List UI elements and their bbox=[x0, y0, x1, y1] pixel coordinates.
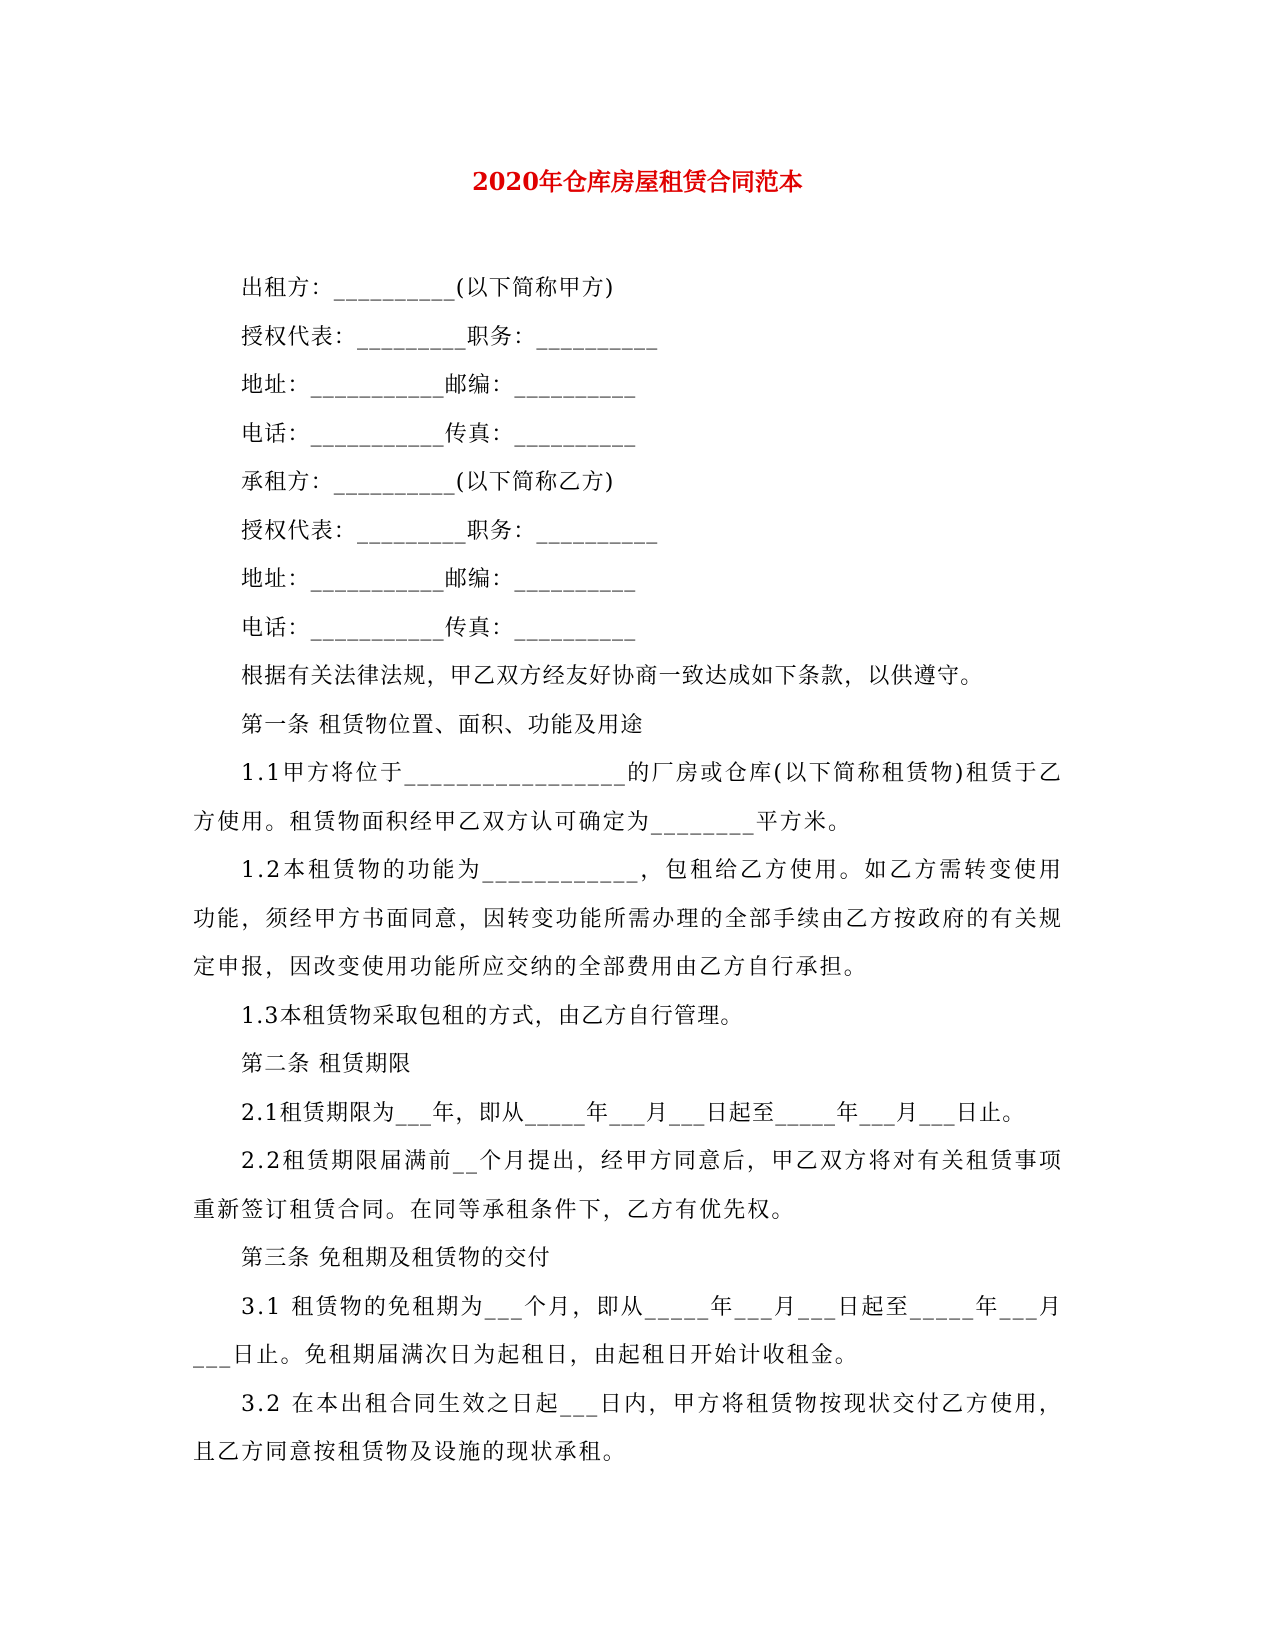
paragraph-preamble: 根据有关法律法规，甲乙双方经友好协商一致达成如下条款，以供遵守。 bbox=[241, 664, 984, 689]
article-2-heading: 第二条 租赁期限 bbox=[241, 1052, 412, 1077]
document-title: 2020年仓库房屋租赁合同范本 bbox=[472, 167, 803, 196]
clause-2-1: 2.1租赁期限为___年，即从_____年___月___日起至_____年___月___日止。 bbox=[241, 1100, 1026, 1126]
article-3-heading: 第三条 免租期及租赁物的交付 bbox=[241, 1246, 551, 1271]
clause-1-3: 1.3本租赁物采取包租的方式，由乙方自行管理。 bbox=[241, 1003, 744, 1029]
clause-2-2: 2.2租赁期限届满前__个月提出，经甲方同意后，甲乙双方将对有关租赁事项重新签订租赁合同。在同等承租条件下，乙方有优先权。 bbox=[193, 1149, 1063, 1223]
paragraph-lessee: 承租方：__________(以下简称乙方) bbox=[241, 470, 615, 495]
clause-3-1: 3.1 租赁物的免租期为___个月，即从_____年___月___日起至_____年___月___日止。免租期届满次日为起租日，由起租日开始计收租金。 bbox=[193, 1294, 1063, 1368]
clause-3-2: 3.2 在本出租合同生效之日起___日内，甲方将租赁物按现状交付乙方使用，且乙方同意按租赁物及设施的现状承租。 bbox=[193, 1391, 1063, 1465]
paragraph-lessor: 出租方：__________(以下简称甲方) bbox=[241, 276, 615, 301]
article-1-heading: 第一条 租赁物位置、面积、功能及用途 bbox=[241, 712, 644, 738]
clause-1-2: 1.2本租赁物的功能为____________，包租给乙方使用。如乙方需转变使用功能，须经甲方书面同意，因转变功能所需办理的全部手续由乙方按政府的有关规定申报，因改变使用功能所应交纳的全部费用由乙方自行承担。 bbox=[193, 858, 1063, 980]
paragraph-lessor-phone: 电话：___________传真：__________ bbox=[241, 421, 637, 447]
paragraph-lessor-representative: 授权代表：_________职务：__________ bbox=[241, 324, 659, 350]
document-body bbox=[193, 265, 1063, 1478]
paragraph-lessee-representative: 授权代表：_________职务：__________ bbox=[241, 518, 659, 544]
paragraph-lessee-address: 地址：___________邮编：__________ bbox=[241, 567, 637, 592]
paragraph-lessor-address: 地址：___________邮编：__________ bbox=[241, 373, 637, 398]
clause-1-1: 1.1甲方将位于_________________的厂房或仓库(以下简称租赁物)租赁于乙方使用。租赁物面积经甲乙双方认可确定为________平方米。 bbox=[193, 761, 1063, 835]
paragraph-lessee-phone: 电话：___________传真：__________ bbox=[241, 615, 637, 641]
